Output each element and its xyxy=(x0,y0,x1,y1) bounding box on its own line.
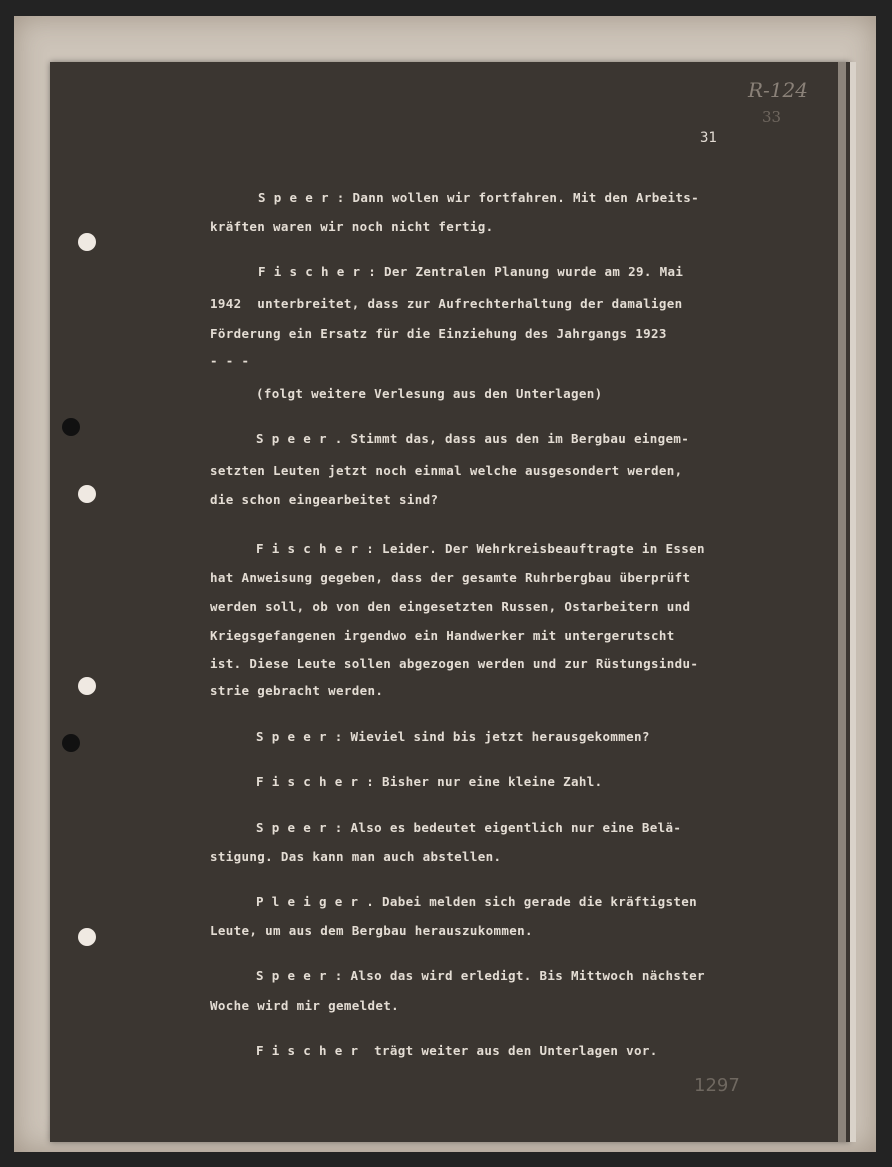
text-line: stigung. Das kann man auch abstellen. xyxy=(210,849,502,864)
punch-hole xyxy=(62,418,80,436)
punch-hole xyxy=(78,677,96,695)
text-line: P l e i g e r . Dabei melden sich gerade die kräftigsten xyxy=(256,894,698,909)
text-line: S p e e r : Dann wollen wir fortfahren. Mit den Arbeits- xyxy=(258,190,700,205)
text-line: ist. Diese Leute sollen abgezogen werden und zur Rüstungsindu- xyxy=(210,656,699,671)
text-line: strie gebracht werden. xyxy=(210,683,384,698)
archive-mark: R-124 xyxy=(748,78,808,102)
punch-hole xyxy=(78,485,96,503)
text-line: S p e e r : Also das wird erledigt. Bis Mittwoch nächster xyxy=(256,968,705,983)
right-edge-paper xyxy=(850,62,856,1142)
archive-page-number: 1297 xyxy=(694,1075,740,1096)
text-line: (folgt weitere Verlesung aus den Unterlagen) xyxy=(256,386,603,401)
text-line: Woche wird mir gemeldet. xyxy=(210,998,400,1013)
text-line: kräften waren wir noch nicht fertig. xyxy=(210,219,494,234)
text-line: F i s c h e r trägt weiter aus den Unterlagen vor. xyxy=(256,1043,658,1058)
text-line: F i s c h e r : Der Zentralen Planung wurde am 29. Mai xyxy=(258,264,684,279)
punch-hole xyxy=(78,233,96,251)
page-number: 31 xyxy=(700,130,717,146)
text-line: hat Anweisung gegeben, dass der gesamte Ruhrbergbau überprüft xyxy=(210,570,691,585)
text-line: werden soll, ob von den eingesetzten Russen, Ostarbeitern und xyxy=(210,599,691,614)
text-line: S p e e r . Stimmt das, dass aus den im Bergbau eingem- xyxy=(256,431,690,446)
text-line: - - - xyxy=(210,353,250,368)
right-edge-strip xyxy=(838,62,846,1142)
punch-hole xyxy=(62,734,80,752)
text-line: F i s c h e r : Bisher nur eine kleine Zahl. xyxy=(256,774,603,789)
text-line: F i s c h e r : Leider. Der Wehrkreisbeauftragte in Essen xyxy=(256,541,705,556)
text-line: Kriegsgefangenen irgendwo ein Handwerker mit untergerutscht xyxy=(210,628,675,643)
text-line: die schon eingearbeitet sind? xyxy=(210,492,439,507)
text-line: setzten Leuten jetzt noch einmal welche ausgesondert werden, xyxy=(210,463,683,478)
text-line: S p e e r : Wieviel sind bis jetzt herausgekommen? xyxy=(256,729,650,744)
text-line: Förderung ein Ersatz für die Einziehung des Jahrgangs 1923 xyxy=(210,326,667,341)
archive-sub-mark: 33 xyxy=(762,108,782,126)
punch-hole xyxy=(78,928,96,946)
text-line: 1942 unterbreitet, dass zur Aufrechterhaltung der damaligen xyxy=(210,296,683,311)
text-line: Leute, um aus dem Bergbau herauszukommen. xyxy=(210,923,533,938)
text-line: S p e e r : Also es bedeutet eigentlich nur eine Belä- xyxy=(256,820,682,835)
